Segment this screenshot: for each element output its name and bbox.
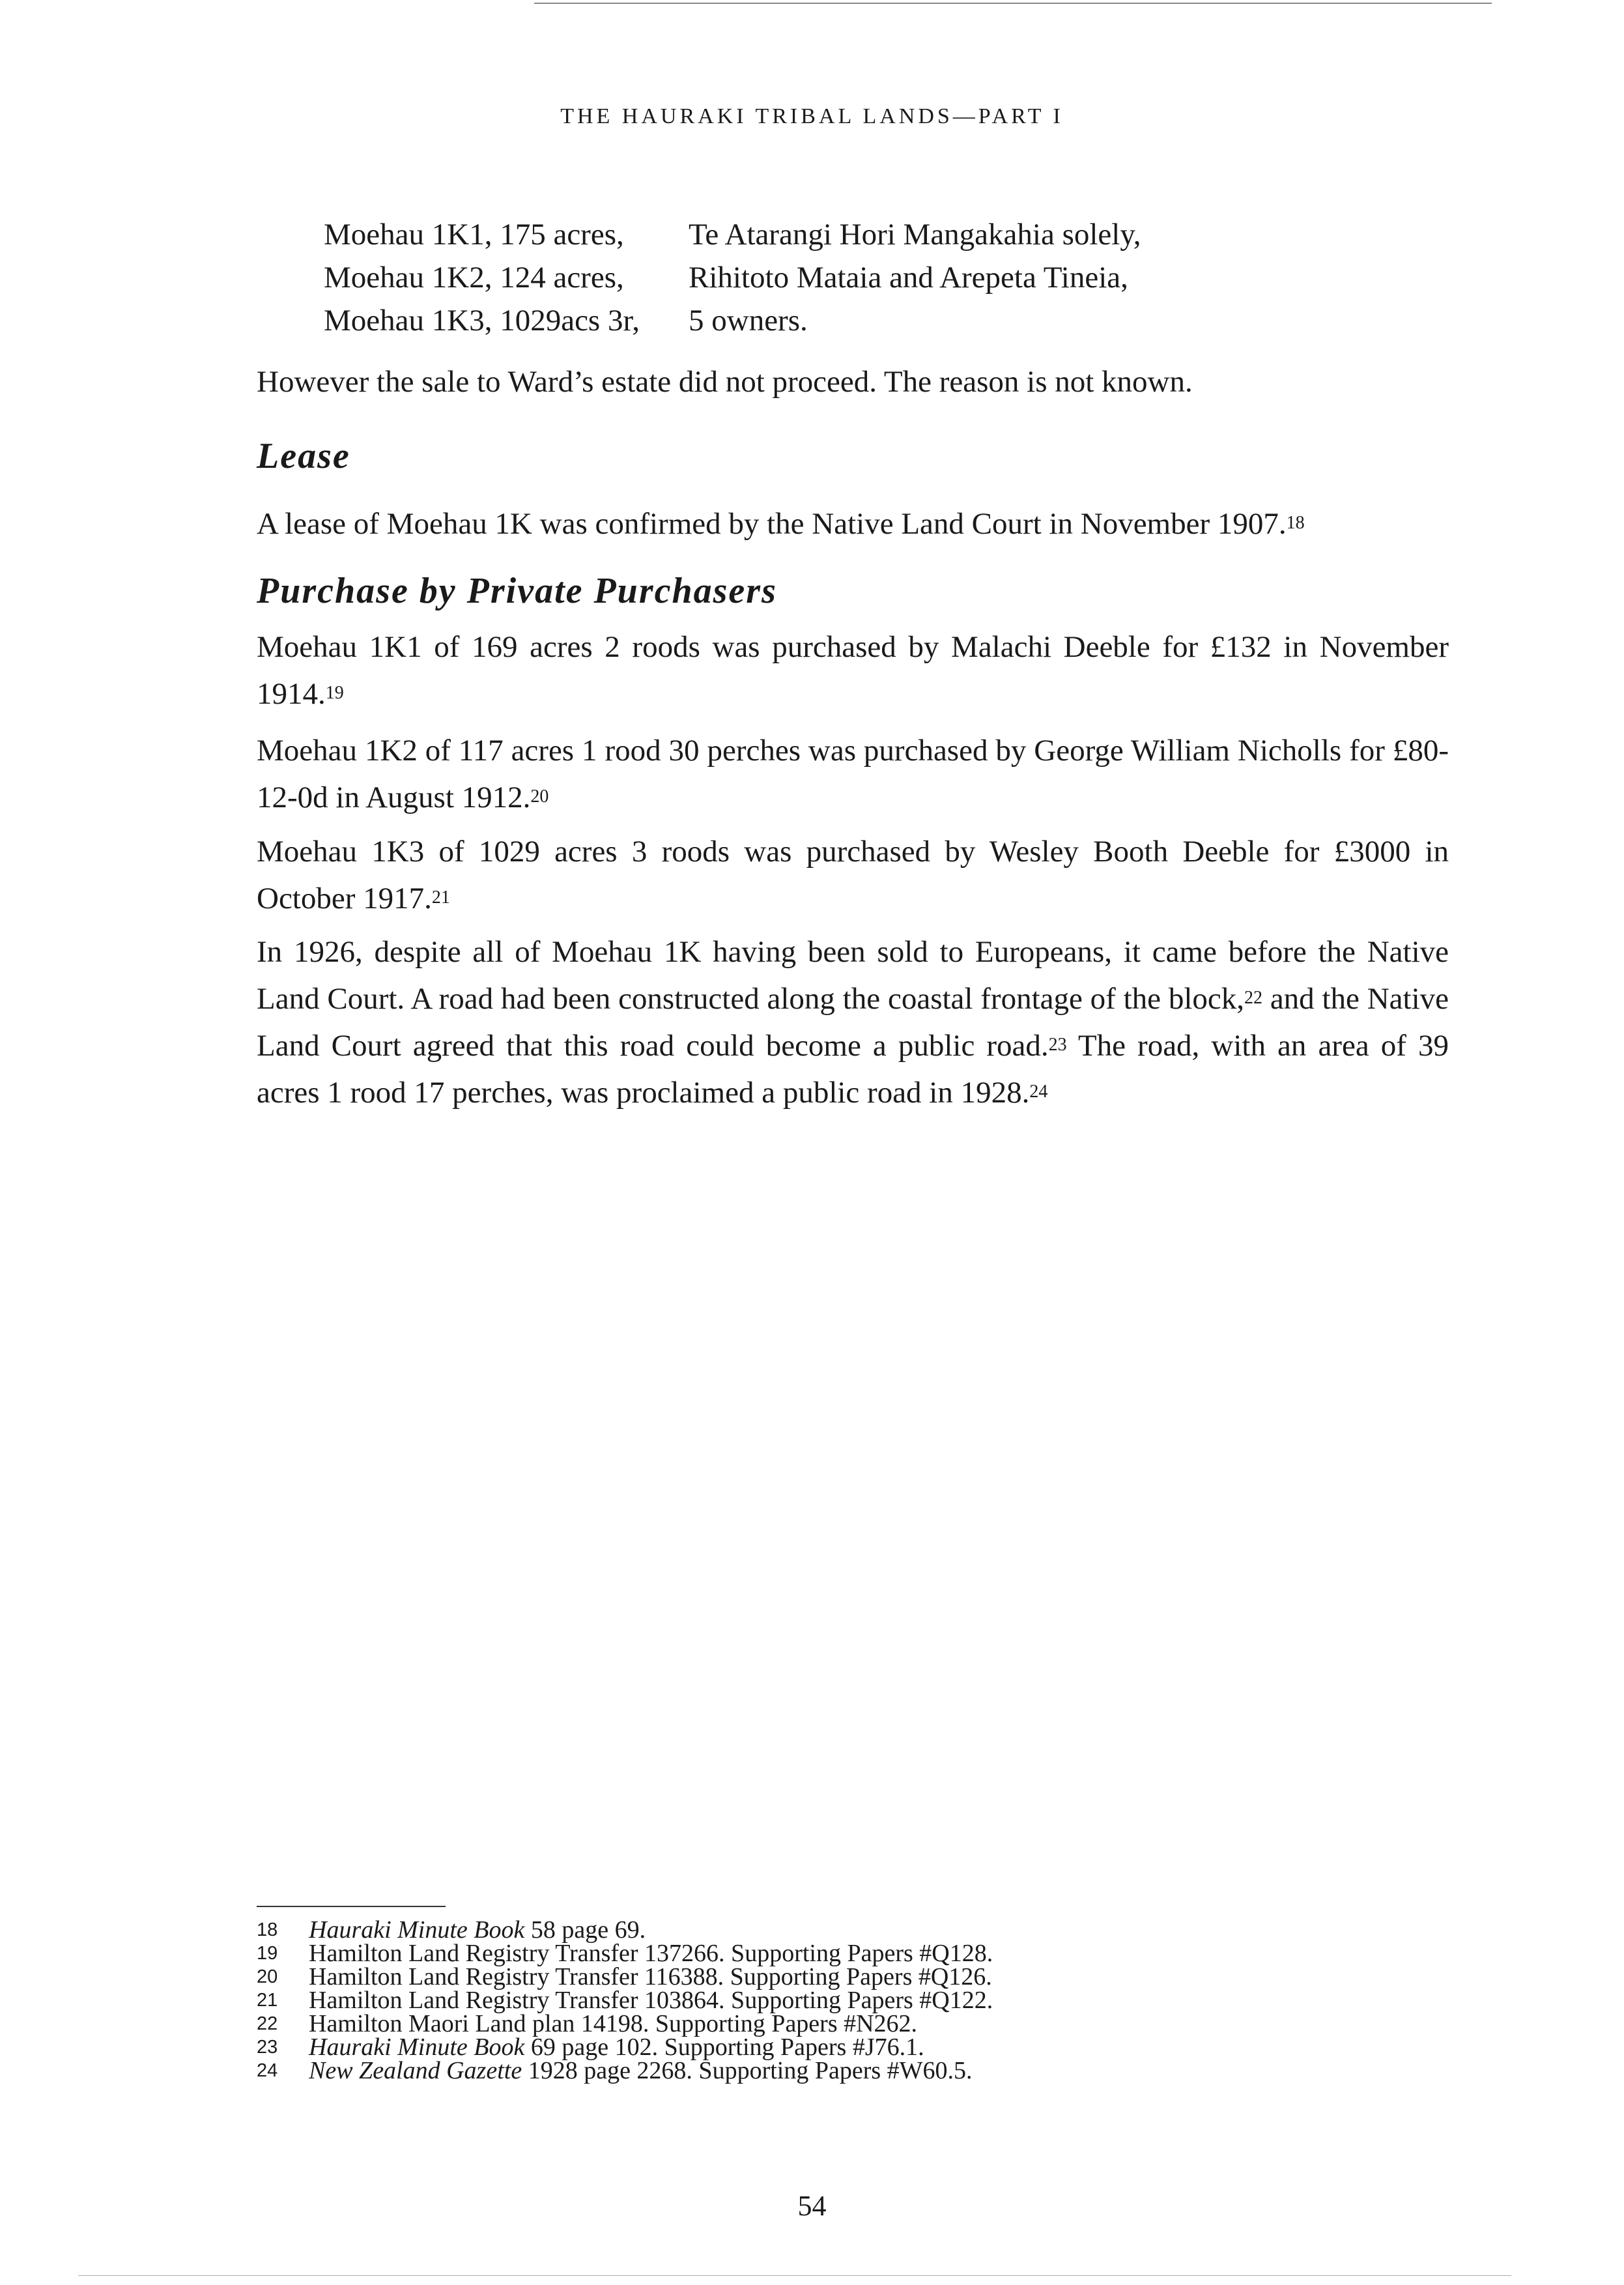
bottom-rule	[78, 2275, 1511, 2276]
purchase-paragraph-2	[257, 727, 1449, 821]
footnote-ref: 21	[431, 887, 450, 908]
paragraph-text: A lease of Moehau 1K was confirmed by the Native Land Court in November 1907.	[257, 507, 1287, 541]
footnote-number: 20	[257, 1966, 278, 1987]
footnote-text: 58 page 69.	[524, 1916, 646, 1944]
footnote	[257, 2012, 993, 2035]
purchase-paragraph-1	[257, 624, 1449, 717]
footnote	[257, 1989, 993, 2012]
paragraph-text: The road, with an area of 39 acres 1 rood 17 perches, was proclaimed a public road in 1928.	[257, 1029, 1449, 1110]
page-number: 54	[797, 2190, 827, 2222]
footnote-number: 23	[257, 2037, 278, 2058]
purchase-paragraph-4	[257, 928, 1449, 1116]
footnote-source-title: Hauraki Minute Book	[309, 1916, 525, 1944]
paragraph-text: Moehau 1K1 of 169 acres 2 roods was purchased by Malachi Deeble for £132 in November 1914.	[257, 630, 1449, 711]
footnote	[257, 1942, 993, 1965]
footnote	[257, 1965, 993, 1989]
footnote-text: Hamilton Land Registry Transfer 137266. Supporting Papers #Q128.	[309, 1940, 993, 1967]
top-rule	[534, 3, 1492, 4]
footnote-number: 19	[257, 1943, 278, 1964]
section-heading-lease: Lease	[257, 436, 350, 476]
footnote	[257, 1918, 993, 1942]
footnote-ref: 20	[530, 786, 549, 807]
lot-owners: Te Atarangi Hori Mangakahia solely,	[689, 218, 1141, 251]
paragraph-text: In 1926, despite all of Moehau 1K having been sold to Europeans, it came before the Native Land Court. A road had been constructed along the coastal frontage of the block,	[257, 935, 1449, 1016]
footnote	[257, 2059, 993, 2082]
footnotes	[257, 1918, 993, 2082]
footnote-text: 69 page 102. Supporting Papers #J76.1.	[524, 2034, 924, 2061]
purchase-paragraph-3	[257, 828, 1449, 922]
footnote-text: Hamilton Land Registry Transfer 103864. Supporting Papers #Q122.	[309, 1987, 993, 2014]
paragraph-text: However the sale to Ward’s estate did not proceed. The reason is not known.	[257, 365, 1193, 399]
footnote-number: 21	[257, 1990, 278, 2011]
sale-paragraph	[257, 358, 1449, 405]
footnote-ref: 24	[1029, 1082, 1048, 1102]
footnote-text: 1928 page 2268. Supporting Papers #W60.5.	[522, 2057, 973, 2084]
running-header: THE HAURAKI TRIBAL LANDS—PART I	[560, 104, 1064, 128]
paragraph-text: Moehau 1K3 of 1029 acres 3 roods was purchased by Wesley Booth Deeble for £3000 in October 1917.	[257, 835, 1449, 915]
lot-block: Moehau 1K3, 1029acs 3r,	[324, 304, 640, 338]
footnote-source-title: New Zealand Gazette	[309, 2057, 522, 2084]
paragraph-text: Moehau 1K2 of 117 acres 1 rood 30 perches was purchased by George William Nicholls for £80-12-0d in August 1912.	[257, 734, 1449, 814]
footnote-ref: 19	[325, 683, 344, 703]
lot-row	[324, 213, 1141, 256]
footnote	[257, 2035, 993, 2059]
footnote-number: 18	[257, 1919, 278, 1940]
footnote-number: 22	[257, 2013, 278, 2034]
footnote-source-title: Hauraki Minute Book	[309, 2034, 525, 2061]
section-heading-purchase: Purchase by Private Purchasers	[257, 571, 777, 611]
footnote-text: Hamilton Land Registry Transfer 116388. Supporting Papers #Q126.	[309, 1963, 992, 1990]
lot-owners: 5 owners.	[689, 304, 808, 338]
lot-block: Moehau 1K1, 175 acres,	[324, 218, 624, 251]
footnote-number: 24	[257, 2060, 278, 2081]
footnote-text: Hamilton Maori Land plan 14198. Supporting Papers #N262.	[309, 2010, 918, 2037]
lot-row	[324, 299, 1141, 342]
lease-paragraph	[257, 500, 1449, 547]
lot-block: Moehau 1K2, 124 acres,	[324, 261, 624, 295]
paragraph-text: and the Native Land Court agreed that this road could become a public road.	[257, 982, 1449, 1063]
footnote-ref: 23	[1048, 1035, 1067, 1055]
lot-list	[324, 213, 1141, 342]
lot-row	[324, 256, 1141, 299]
lot-owners: Rihitoto Mataia and Arepeta Tineia,	[689, 261, 1128, 295]
footnote-ref: 22	[1244, 988, 1263, 1008]
footnote-rule	[257, 1906, 446, 1907]
footnote-ref: 18	[1286, 513, 1305, 533]
